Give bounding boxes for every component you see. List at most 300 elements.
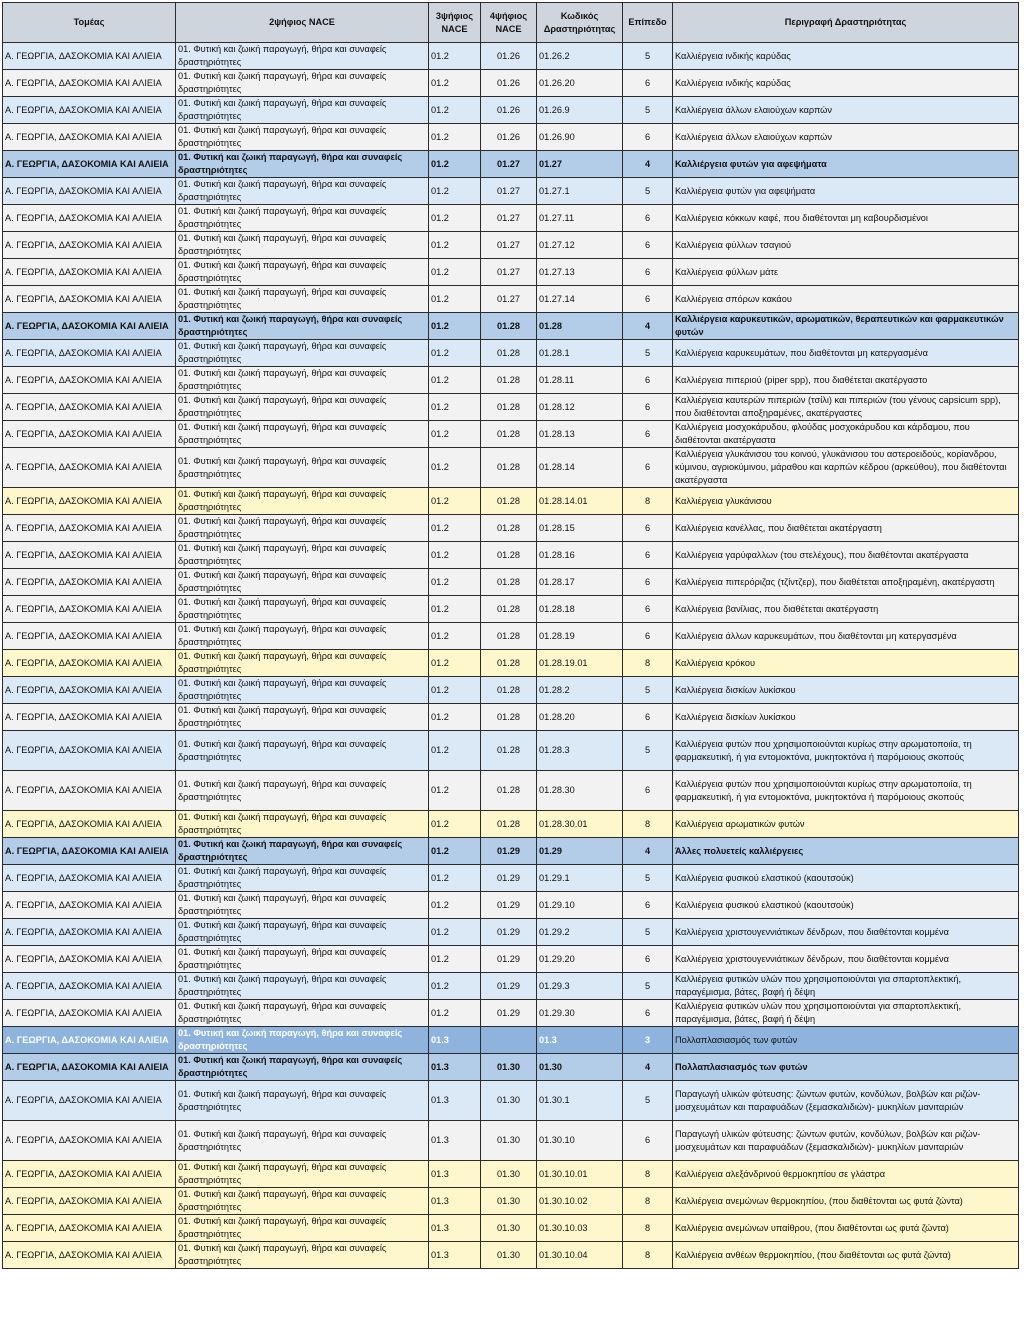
nace3-cell: 01.2 xyxy=(429,259,481,286)
description-cell: Καλλιέργεια καυτερών πιπεριών (τσίλι) και πιπεριών (του γένους capsicum spp), που διαθέτονται αποξηραμένες, ακατέργαστες xyxy=(673,394,1019,421)
nace3-cell: 01.2 xyxy=(429,650,481,677)
nace2-cell: 01. Φυτική και ζωική παραγωγή, θήρα και συναφείς δραστηριότητες xyxy=(176,650,429,677)
nace4-cell: 01.27 xyxy=(481,205,537,232)
nace4-cell: 01.29 xyxy=(481,838,537,865)
nace2-cell: 01. Φυτική και ζωική παραγωγή, θήρα και συναφείς δραστηριότητες xyxy=(176,1242,429,1269)
description-cell: Άλλες πολυετείς καλλιέργειες xyxy=(673,838,1019,865)
nace3-cell: 01.2 xyxy=(429,919,481,946)
nace3-cell: 01.3 xyxy=(429,1161,481,1188)
nace3-cell: 01.2 xyxy=(429,124,481,151)
table-row xyxy=(3,596,1019,623)
nace4-cell: 01.28 xyxy=(481,771,537,811)
nace4-cell: 01.28 xyxy=(481,394,537,421)
nace2-cell: 01. Φυτική και ζωική παραγωγή, θήρα και συναφείς δραστηριότητες xyxy=(176,892,429,919)
table-row xyxy=(3,448,1019,488)
sector-cell: Α. ΓΕΩΡΓΙΑ, ΔΑΣΟΚΟΜΙΑ ΚΑΙ ΑΛΙΕΙΑ xyxy=(3,313,176,340)
sector-cell: Α. ΓΕΩΡΓΙΑ, ΔΑΣΟΚΟΜΙΑ ΚΑΙ ΑΛΙΕΙΑ xyxy=(3,515,176,542)
nace4-cell: 01.29 xyxy=(481,1000,537,1027)
sector-cell: Α. ΓΕΩΡΓΙΑ, ΔΑΣΟΚΟΜΙΑ ΚΑΙ ΑΛΙΕΙΑ xyxy=(3,1054,176,1081)
nace2-cell: 01. Φυτική και ζωική παραγωγή, θήρα και συναφείς δραστηριότητες xyxy=(176,973,429,1000)
activity-code-cell: 01.30.1 xyxy=(537,1081,623,1121)
level-cell: 6 xyxy=(623,596,673,623)
nace3-cell: 01.2 xyxy=(429,448,481,488)
activity-code-cell: 01.28.17 xyxy=(537,569,623,596)
sector-cell: Α. ΓΕΩΡΓΙΑ, ΔΑΣΟΚΟΜΙΑ ΚΑΙ ΑΛΙΕΙΑ xyxy=(3,394,176,421)
activity-code-cell: 01.30.10.01 xyxy=(537,1161,623,1188)
table-row xyxy=(3,623,1019,650)
nace2-cell: 01. Φυτική και ζωική παραγωγή, θήρα και συναφείς δραστηριότητες xyxy=(176,838,429,865)
nace4-cell: 01.28 xyxy=(481,542,537,569)
level-cell: 6 xyxy=(623,394,673,421)
activity-code-cell: 01.29.1 xyxy=(537,865,623,892)
table-row xyxy=(3,946,1019,973)
sector-cell: Α. ΓΕΩΡΓΙΑ, ΔΑΣΟΚΟΜΙΑ ΚΑΙ ΑΛΙΕΙΑ xyxy=(3,542,176,569)
level-cell: 6 xyxy=(623,448,673,488)
level-cell: 6 xyxy=(623,70,673,97)
nace4-cell xyxy=(481,1027,537,1054)
description-cell: Καλλιέργεια ανεμώνων θερμοκηπίου, (που διαθέτονται ως φυτά ζώντα) xyxy=(673,1188,1019,1215)
table-row xyxy=(3,421,1019,448)
activity-code-cell: 01.28.12 xyxy=(537,394,623,421)
nace2-cell: 01. Φυτική και ζωική παραγωγή, θήρα και συναφείς δραστηριότητες xyxy=(176,515,429,542)
nace4-cell: 01.29 xyxy=(481,919,537,946)
nace3-cell: 01.2 xyxy=(429,973,481,1000)
table-row xyxy=(3,677,1019,704)
nace2-cell: 01. Φυτική και ζωική παραγωγή, θήρα και συναφείς δραστηριότητες xyxy=(176,151,429,178)
nace3-cell: 01.2 xyxy=(429,205,481,232)
nace4-cell: 01.28 xyxy=(481,596,537,623)
activity-code-cell: 01.26.90 xyxy=(537,124,623,151)
nace2-cell: 01. Φυτική και ζωική παραγωγή, θήρα και συναφείς δραστηριότητες xyxy=(176,731,429,771)
table-row xyxy=(3,919,1019,946)
level-cell: 4 xyxy=(623,838,673,865)
activity-code-cell: 01.29.30 xyxy=(537,1000,623,1027)
nace3-cell: 01.2 xyxy=(429,488,481,515)
level-cell: 6 xyxy=(623,367,673,394)
level-cell: 6 xyxy=(623,623,673,650)
nace3-cell: 01.2 xyxy=(429,596,481,623)
table-row xyxy=(3,1161,1019,1188)
level-cell: 5 xyxy=(623,1081,673,1121)
nace4-cell: 01.27 xyxy=(481,178,537,205)
activity-code-cell: 01.29.3 xyxy=(537,973,623,1000)
nace2-cell: 01. Φυτική και ζωική παραγωγή, θήρα και συναφείς δραστηριότητες xyxy=(176,1215,429,1242)
sector-cell: Α. ΓΕΩΡΓΙΑ, ΔΑΣΟΚΟΜΙΑ ΚΑΙ ΑΛΙΕΙΑ xyxy=(3,771,176,811)
nace2-cell: 01. Φυτική και ζωική παραγωγή, θήρα και συναφείς δραστηριότητες xyxy=(176,704,429,731)
level-cell: 6 xyxy=(623,569,673,596)
activity-code-cell: 01.29.10 xyxy=(537,892,623,919)
nace4-cell: 01.30 xyxy=(481,1121,537,1161)
sector-cell: Α. ΓΕΩΡΓΙΑ, ΔΑΣΟΚΟΜΙΑ ΚΑΙ ΑΛΙΕΙΑ xyxy=(3,232,176,259)
nace2-cell: 01. Φυτική και ζωική παραγωγή, θήρα και συναφείς δραστηριότητες xyxy=(176,919,429,946)
level-cell: 5 xyxy=(623,43,673,70)
nace3-cell: 01.2 xyxy=(429,704,481,731)
table-row xyxy=(3,43,1019,70)
description-cell: Καλλιέργεια βανίλιας, που διαθέτεται ακατέργαστη xyxy=(673,596,1019,623)
sector-cell: Α. ΓΕΩΡΓΙΑ, ΔΑΣΟΚΟΜΙΑ ΚΑΙ ΑΛΙΕΙΑ xyxy=(3,919,176,946)
description-cell: Καλλιέργεια φυτικών υλών που χρησιμοποιούνται για σπαρτοπλεκτική, παραγέμισμα, βάτες, βαφή ή δέψη xyxy=(673,973,1019,1000)
sector-cell: Α. ΓΕΩΡΓΙΑ, ΔΑΣΟΚΟΜΙΑ ΚΑΙ ΑΛΙΕΙΑ xyxy=(3,892,176,919)
nace2-cell: 01. Φυτική και ζωική παραγωγή, θήρα και συναφείς δραστηριότητες xyxy=(176,623,429,650)
description-cell: Καλλιέργεια άλλων ελαιούχων καρπών xyxy=(673,124,1019,151)
nace2-cell: 01. Φυτική και ζωική παραγωγή, θήρα και συναφείς δραστηριότητες xyxy=(176,70,429,97)
nace2-cell: 01. Φυτική και ζωική παραγωγή, θήρα και συναφείς δραστηριότητες xyxy=(176,232,429,259)
level-cell: 6 xyxy=(623,205,673,232)
activity-code-cell: 01.26.20 xyxy=(537,70,623,97)
activity-code-cell: 01.28 xyxy=(537,313,623,340)
description-cell: Καλλιέργεια αλεξάνδρινού θερμοκηπίου σε γλάστρα xyxy=(673,1161,1019,1188)
table-row xyxy=(3,1242,1019,1269)
header-sector: Τομέας xyxy=(3,3,176,43)
table-row xyxy=(3,1054,1019,1081)
description-cell: Καλλιέργεια γλυκάνισου xyxy=(673,488,1019,515)
level-cell: 6 xyxy=(623,259,673,286)
table-row xyxy=(3,704,1019,731)
activity-code-cell: 01.27.11 xyxy=(537,205,623,232)
activity-code-cell: 01.29.20 xyxy=(537,946,623,973)
activity-code-cell: 01.27.12 xyxy=(537,232,623,259)
description-cell: Καλλιέργεια χριστουγεννιάτικων δένδρων, που διαθέτονται κομμένα xyxy=(673,919,1019,946)
nace2-cell: 01. Φυτική και ζωική παραγωγή, θήρα και συναφείς δραστηριότητες xyxy=(176,421,429,448)
nace3-cell: 01.2 xyxy=(429,892,481,919)
description-cell: Καλλιέργεια καρυκευμάτων, που διαθέτονται μη κατεργασμένα xyxy=(673,340,1019,367)
sector-cell: Α. ΓΕΩΡΓΙΑ, ΔΑΣΟΚΟΜΙΑ ΚΑΙ ΑΛΙΕΙΑ xyxy=(3,43,176,70)
table-row xyxy=(3,259,1019,286)
level-cell: 6 xyxy=(623,124,673,151)
nace2-cell: 01. Φυτική και ζωική παραγωγή, θήρα και συναφείς δραστηριότητες xyxy=(176,340,429,367)
table-row xyxy=(3,286,1019,313)
activity-code-cell: 01.26.2 xyxy=(537,43,623,70)
nace2-cell: 01. Φυτική και ζωική παραγωγή, θήρα και συναφείς δραστηριότητες xyxy=(176,1081,429,1121)
table-row xyxy=(3,515,1019,542)
level-cell: 8 xyxy=(623,1242,673,1269)
level-cell: 8 xyxy=(623,1161,673,1188)
activity-code-cell: 01.27.13 xyxy=(537,259,623,286)
table-row xyxy=(3,394,1019,421)
activity-code-cell: 01.27.1 xyxy=(537,178,623,205)
nace4-cell: 01.28 xyxy=(481,421,537,448)
description-cell: Καλλιέργεια αρωματικών φυτών xyxy=(673,811,1019,838)
description-cell: Καλλιέργεια άλλων ελαιούχων καρπών xyxy=(673,97,1019,124)
nace2-cell: 01. Φυτική και ζωική παραγωγή, θήρα και συναφείς δραστηριότητες xyxy=(176,542,429,569)
level-cell: 6 xyxy=(623,892,673,919)
sector-cell: Α. ΓΕΩΡΓΙΑ, ΔΑΣΟΚΟΜΙΑ ΚΑΙ ΑΛΙΕΙΑ xyxy=(3,124,176,151)
table-body xyxy=(3,43,1019,1269)
nace4-cell: 01.28 xyxy=(481,367,537,394)
activity-code-cell: 01.26.9 xyxy=(537,97,623,124)
level-cell: 8 xyxy=(623,650,673,677)
nace2-cell: 01. Φυτική και ζωική παραγωγή, θήρα και συναφείς δραστηριότητες xyxy=(176,1000,429,1027)
table-row xyxy=(3,811,1019,838)
level-cell: 8 xyxy=(623,1215,673,1242)
sector-cell: Α. ΓΕΩΡΓΙΑ, ΔΑΣΟΚΟΜΙΑ ΚΑΙ ΑΛΙΕΙΑ xyxy=(3,704,176,731)
nace2-cell: 01. Φυτική και ζωική παραγωγή, θήρα και συναφείς δραστηριότητες xyxy=(176,1161,429,1188)
nace2-cell: 01. Φυτική και ζωική παραγωγή, θήρα και συναφείς δραστηριότητες xyxy=(176,677,429,704)
table-row xyxy=(3,1215,1019,1242)
nace3-cell: 01.2 xyxy=(429,340,481,367)
description-cell: Πολλαπλασιασμός των φυτών xyxy=(673,1054,1019,1081)
level-cell: 4 xyxy=(623,313,673,340)
nace3-cell: 01.2 xyxy=(429,70,481,97)
nace3-cell: 01.2 xyxy=(429,232,481,259)
table-row xyxy=(3,124,1019,151)
activity-code-cell: 01.27 xyxy=(537,151,623,178)
sector-cell: Α. ΓΕΩΡΓΙΑ, ΔΑΣΟΚΟΜΙΑ ΚΑΙ ΑΛΙΕΙΑ xyxy=(3,973,176,1000)
nace3-cell: 01.2 xyxy=(429,771,481,811)
sector-cell: Α. ΓΕΩΡΓΙΑ, ΔΑΣΟΚΟΜΙΑ ΚΑΙ ΑΛΙΕΙΑ xyxy=(3,1027,176,1054)
level-cell: 5 xyxy=(623,919,673,946)
description-cell: Καλλιέργεια φύλλων μάτε xyxy=(673,259,1019,286)
level-cell: 4 xyxy=(623,1054,673,1081)
table-row xyxy=(3,70,1019,97)
nace3-cell: 01.2 xyxy=(429,394,481,421)
nace4-cell: 01.26 xyxy=(481,97,537,124)
sector-cell: Α. ΓΕΩΡΓΙΑ, ΔΑΣΟΚΟΜΙΑ ΚΑΙ ΑΛΙΕΙΑ xyxy=(3,1215,176,1242)
activity-code-cell: 01.28.3 xyxy=(537,731,623,771)
header-nace3: 3ψήφιος NACE xyxy=(429,3,481,43)
level-cell: 5 xyxy=(623,340,673,367)
description-cell: Καλλιέργεια κρόκου xyxy=(673,650,1019,677)
level-cell: 6 xyxy=(623,421,673,448)
table-row xyxy=(3,232,1019,259)
table-row xyxy=(3,1121,1019,1161)
table-row xyxy=(3,650,1019,677)
sector-cell: Α. ΓΕΩΡΓΙΑ, ΔΑΣΟΚΟΜΙΑ ΚΑΙ ΑΛΙΕΙΑ xyxy=(3,1121,176,1161)
level-cell: 6 xyxy=(623,1121,673,1161)
nace4-cell: 01.26 xyxy=(481,43,537,70)
header-activity-code: Κωδικός Δραστηριότητας xyxy=(537,3,623,43)
sector-cell: Α. ΓΕΩΡΓΙΑ, ΔΑΣΟΚΟΜΙΑ ΚΑΙ ΑΛΙΕΙΑ xyxy=(3,97,176,124)
sector-cell: Α. ΓΕΩΡΓΙΑ, ΔΑΣΟΚΟΜΙΑ ΚΑΙ ΑΛΙΕΙΑ xyxy=(3,731,176,771)
nace3-cell: 01.2 xyxy=(429,865,481,892)
activity-code-cell: 01.30.10 xyxy=(537,1121,623,1161)
nace4-cell: 01.26 xyxy=(481,124,537,151)
table-row xyxy=(3,1000,1019,1027)
sector-cell: Α. ΓΕΩΡΓΙΑ, ΔΑΣΟΚΟΜΙΑ ΚΑΙ ΑΛΙΕΙΑ xyxy=(3,623,176,650)
nace2-cell: 01. Φυτική και ζωική παραγωγή, θήρα και συναφείς δραστηριότητες xyxy=(176,1121,429,1161)
level-cell: 6 xyxy=(623,771,673,811)
sector-cell: Α. ΓΕΩΡΓΙΑ, ΔΑΣΟΚΟΜΙΑ ΚΑΙ ΑΛΙΕΙΑ xyxy=(3,205,176,232)
activity-code-cell: 01.28.19 xyxy=(537,623,623,650)
nace4-cell: 01.27 xyxy=(481,259,537,286)
description-cell: Καλλιέργεια γλυκάνισου του κοινού, γλυκάνισου του αστεροειδούς, κορίανδρου, κύμινου, αγριοκύμινου, μάραθου και καρπών κέδρου (αρκεύθου), που διαθέτονται ακατέργαστα xyxy=(673,448,1019,488)
description-cell: Καλλιέργεια καρυκευτικών, αρωματικών, θεραπευτικών και φαρμακευτικών φυτών xyxy=(673,313,1019,340)
description-cell: Καλλιέργεια άλλων καρυκευμάτων, που διαθέτονται μη κατεργασμένα xyxy=(673,623,1019,650)
level-cell: 6 xyxy=(623,515,673,542)
nace4-cell: 01.28 xyxy=(481,488,537,515)
nace2-cell: 01. Φυτική και ζωική παραγωγή, θήρα και συναφείς δραστηριότητες xyxy=(176,569,429,596)
nace4-cell: 01.29 xyxy=(481,865,537,892)
level-cell: 3 xyxy=(623,1027,673,1054)
nace3-cell: 01.2 xyxy=(429,515,481,542)
table-row xyxy=(3,973,1019,1000)
nace4-cell: 01.28 xyxy=(481,340,537,367)
sector-cell: Α. ΓΕΩΡΓΙΑ, ΔΑΣΟΚΟΜΙΑ ΚΑΙ ΑΛΙΕΙΑ xyxy=(3,1161,176,1188)
nace3-cell: 01.3 xyxy=(429,1242,481,1269)
level-cell: 8 xyxy=(623,488,673,515)
level-cell: 6 xyxy=(623,946,673,973)
level-cell: 8 xyxy=(623,1188,673,1215)
table-row xyxy=(3,1081,1019,1121)
description-cell: Καλλιέργεια φυτών που χρησιμοποιούνται κυρίως στην αρωματοποιία, τη φαρμακευτική, ή για εντομοκτόνα, μυκητοκτόνα ή παρόμοιους σκοπούς xyxy=(673,731,1019,771)
nace3-cell: 01.2 xyxy=(429,151,481,178)
nace3-cell: 01.3 xyxy=(429,1215,481,1242)
sector-cell: Α. ΓΕΩΡΓΙΑ, ΔΑΣΟΚΟΜΙΑ ΚΑΙ ΑΛΙΕΙΑ xyxy=(3,569,176,596)
nace4-cell: 01.28 xyxy=(481,704,537,731)
description-cell: Καλλιέργεια φυτικών υλών που χρησιμοποιούνται για σπαρτοπλεκτική, παραγέμισμα, βάτες, βαφή ή δέψη xyxy=(673,1000,1019,1027)
table-row xyxy=(3,178,1019,205)
nace3-cell: 01.3 xyxy=(429,1054,481,1081)
activity-code-cell: 01.28.20 xyxy=(537,704,623,731)
sector-cell: Α. ΓΕΩΡΓΙΑ, ΔΑΣΟΚΟΜΙΑ ΚΑΙ ΑΛΙΕΙΑ xyxy=(3,677,176,704)
header-level: Επίπεδο xyxy=(623,3,673,43)
activity-code-cell: 01.28.15 xyxy=(537,515,623,542)
sector-cell: Α. ΓΕΩΡΓΙΑ, ΔΑΣΟΚΟΜΙΑ ΚΑΙ ΑΛΙΕΙΑ xyxy=(3,811,176,838)
nace4-cell: 01.30 xyxy=(481,1081,537,1121)
nace3-cell: 01.2 xyxy=(429,286,481,313)
description-cell: Καλλιέργεια κόκκων καφέ, που διαθέτονται μη καβουρδισμένοι xyxy=(673,205,1019,232)
nace4-cell: 01.28 xyxy=(481,811,537,838)
nace3-cell: 01.2 xyxy=(429,43,481,70)
sector-cell: Α. ΓΕΩΡΓΙΑ, ΔΑΣΟΚΟΜΙΑ ΚΑΙ ΑΛΙΕΙΑ xyxy=(3,488,176,515)
nace4-cell: 01.29 xyxy=(481,946,537,973)
nace2-cell: 01. Φυτική και ζωική παραγωγή, θήρα και συναφείς δραστηριότητες xyxy=(176,178,429,205)
nace4-cell: 01.30 xyxy=(481,1215,537,1242)
nace2-cell: 01. Φυτική και ζωική παραγωγή, θήρα και συναφείς δραστηριότητες xyxy=(176,124,429,151)
table-row xyxy=(3,771,1019,811)
table-row xyxy=(3,488,1019,515)
activity-code-cell: 01.28.30 xyxy=(537,771,623,811)
nace2-cell: 01. Φυτική και ζωική παραγωγή, θήρα και συναφείς δραστηριότητες xyxy=(176,771,429,811)
level-cell: 5 xyxy=(623,731,673,771)
nace3-cell: 01.2 xyxy=(429,421,481,448)
nace3-cell: 01.2 xyxy=(429,623,481,650)
table-row xyxy=(3,865,1019,892)
description-cell: Καλλιέργεια ανεμώνων υπαίθρου, (που διαθέτονται ως φυτά ζώντα) xyxy=(673,1215,1019,1242)
nace4-cell: 01.27 xyxy=(481,151,537,178)
nace4-cell: 01.28 xyxy=(481,569,537,596)
nace3-cell: 01.2 xyxy=(429,367,481,394)
activity-code-cell: 01.28.14 xyxy=(537,448,623,488)
level-cell: 5 xyxy=(623,973,673,1000)
description-cell: Καλλιέργεια δισκίων λυκίσκου xyxy=(673,704,1019,731)
nace3-cell: 01.2 xyxy=(429,542,481,569)
activity-code-cell: 01.29.2 xyxy=(537,919,623,946)
nace3-cell: 01.2 xyxy=(429,1000,481,1027)
nace4-cell: 01.27 xyxy=(481,286,537,313)
table-row xyxy=(3,569,1019,596)
description-cell: Καλλιέργεια χριστουγεννιάτικων δένδρων, που διαθέτονται κομμένα xyxy=(673,946,1019,973)
activity-code-cell: 01.30 xyxy=(537,1054,623,1081)
nace2-cell: 01. Φυτική και ζωική παραγωγή, θήρα και συναφείς δραστηριότητες xyxy=(176,1054,429,1081)
sector-cell: Α. ΓΕΩΡΓΙΑ, ΔΑΣΟΚΟΜΙΑ ΚΑΙ ΑΛΙΕΙΑ xyxy=(3,1188,176,1215)
level-cell: 5 xyxy=(623,97,673,124)
table-row xyxy=(3,1027,1019,1054)
nace4-cell: 01.28 xyxy=(481,313,537,340)
sector-cell: Α. ΓΕΩΡΓΙΑ, ΔΑΣΟΚΟΜΙΑ ΚΑΙ ΑΛΙΕΙΑ xyxy=(3,448,176,488)
activity-code-cell: 01.28.19.01 xyxy=(537,650,623,677)
nace3-cell: 01.2 xyxy=(429,838,481,865)
nace2-cell: 01. Φυτική και ζωική παραγωγή, θήρα και συναφείς δραστηριότητες xyxy=(176,259,429,286)
nace2-cell: 01. Φυτική και ζωική παραγωγή, θήρα και συναφείς δραστηριότητες xyxy=(176,394,429,421)
level-cell: 5 xyxy=(623,677,673,704)
nace4-cell: 01.27 xyxy=(481,232,537,259)
table-row xyxy=(3,838,1019,865)
activity-code-cell: 01.28.1 xyxy=(537,340,623,367)
nace3-cell: 01.2 xyxy=(429,569,481,596)
nace2-cell: 01. Φυτική και ζωική παραγωγή, θήρα και συναφείς δραστηριότητες xyxy=(176,1188,429,1215)
level-cell: 6 xyxy=(623,286,673,313)
nace3-cell: 01.2 xyxy=(429,313,481,340)
description-cell: Καλλιέργεια φυσικού ελαστικού (καουτσούκ) xyxy=(673,892,1019,919)
nace3-cell: 01.3 xyxy=(429,1081,481,1121)
level-cell: 6 xyxy=(623,232,673,259)
level-cell: 6 xyxy=(623,1000,673,1027)
sector-cell: Α. ΓΕΩΡΓΙΑ, ΔΑΣΟΚΟΜΙΑ ΚΑΙ ΑΛΙΕΙΑ xyxy=(3,70,176,97)
table-header-row xyxy=(3,3,1019,43)
nace3-cell: 01.2 xyxy=(429,178,481,205)
level-cell: 8 xyxy=(623,811,673,838)
nace2-cell: 01. Φυτική και ζωική παραγωγή, θήρα και συναφείς δραστηριότητες xyxy=(176,596,429,623)
header-nace2: 2ψήφιος NACE xyxy=(176,3,429,43)
sector-cell: Α. ΓΕΩΡΓΙΑ, ΔΑΣΟΚΟΜΙΑ ΚΑΙ ΑΛΙΕΙΑ xyxy=(3,151,176,178)
nace4-cell: 01.28 xyxy=(481,623,537,650)
sector-cell: Α. ΓΕΩΡΓΙΑ, ΔΑΣΟΚΟΜΙΑ ΚΑΙ ΑΛΙΕΙΑ xyxy=(3,946,176,973)
table-row xyxy=(3,340,1019,367)
description-cell: Καλλιέργεια πιπερόριζας (τζίντζερ), που διαθέτεται αποξηραμένη, ακατέργαστη xyxy=(673,569,1019,596)
table-row xyxy=(3,542,1019,569)
activity-code-cell: 01.3 xyxy=(537,1027,623,1054)
description-cell: Παραγωγή υλικών φύτευσης: ζώντων φυτών, κονδύλων, βολβών και ριζών- μοσχευμάτων και παραφυάδων (ξεμασκαλιδιών)- μυκηλίων μανιταριών xyxy=(673,1081,1019,1121)
nace2-cell: 01. Φυτική και ζωική παραγωγή, θήρα και συναφείς δραστηριότητες xyxy=(176,1027,429,1054)
description-cell: Καλλιέργεια φυτών που χρησιμοποιούνται κυρίως στην αρωματοποιία, τη φαρμακευτική, ή για εντομοκτόνα, μυκητοκτόνα ή παρόμοιους σκοπούς xyxy=(673,771,1019,811)
nace2-cell: 01. Φυτική και ζωική παραγωγή, θήρα και συναφείς δραστηριότητες xyxy=(176,367,429,394)
sector-cell: Α. ΓΕΩΡΓΙΑ, ΔΑΣΟΚΟΜΙΑ ΚΑΙ ΑΛΙΕΙΑ xyxy=(3,1242,176,1269)
description-cell: Καλλιέργεια γαρύφαλλων (του στελέχους), που διαθέτονται ακατέργαστα xyxy=(673,542,1019,569)
description-cell: Καλλιέργεια πιπεριού (piper spp), που διαθέτεται ακατέργαστο xyxy=(673,367,1019,394)
nace2-cell: 01. Φυτική και ζωική παραγωγή, θήρα και συναφείς δραστηριότητες xyxy=(176,286,429,313)
nace3-cell: 01.3 xyxy=(429,1027,481,1054)
description-cell: Καλλιέργεια δισκίων λυκίσκου xyxy=(673,677,1019,704)
sector-cell: Α. ΓΕΩΡΓΙΑ, ΔΑΣΟΚΟΜΙΑ ΚΑΙ ΑΛΙΕΙΑ xyxy=(3,286,176,313)
nace4-cell: 01.30 xyxy=(481,1161,537,1188)
activity-code-cell: 01.28.30.01 xyxy=(537,811,623,838)
table-row xyxy=(3,151,1019,178)
table-row xyxy=(3,205,1019,232)
description-cell: Καλλιέργεια ινδικής καρύδας xyxy=(673,43,1019,70)
table-row xyxy=(3,97,1019,124)
activity-code-cell: 01.28.18 xyxy=(537,596,623,623)
nace3-cell: 01.3 xyxy=(429,1121,481,1161)
level-cell: 5 xyxy=(623,178,673,205)
activity-code-cell: 01.30.10.02 xyxy=(537,1188,623,1215)
description-cell: Καλλιέργεια κανέλλας, που διαθέτεται ακατέργαστη xyxy=(673,515,1019,542)
table-row xyxy=(3,367,1019,394)
nace4-cell: 01.26 xyxy=(481,70,537,97)
table-row xyxy=(3,313,1019,340)
sector-cell: Α. ΓΕΩΡΓΙΑ, ΔΑΣΟΚΟΜΙΑ ΚΑΙ ΑΛΙΕΙΑ xyxy=(3,596,176,623)
nace2-cell: 01. Φυτική και ζωική παραγωγή, θήρα και συναφείς δραστηριότητες xyxy=(176,313,429,340)
description-cell: Καλλιέργεια φυσικού ελαστικού (καουτσούκ) xyxy=(673,865,1019,892)
nace2-cell: 01. Φυτική και ζωική παραγωγή, θήρα και συναφείς δραστηριότητες xyxy=(176,43,429,70)
activity-code-cell: 01.28.2 xyxy=(537,677,623,704)
activity-code-cell: 01.28.14.01 xyxy=(537,488,623,515)
nace2-cell: 01. Φυτική και ζωική παραγωγή, θήρα και συναφείς δραστηριότητες xyxy=(176,865,429,892)
nace3-cell: 01.2 xyxy=(429,811,481,838)
table-row xyxy=(3,892,1019,919)
nace-activity-table xyxy=(2,2,1019,1269)
nace4-cell: 01.30 xyxy=(481,1054,537,1081)
